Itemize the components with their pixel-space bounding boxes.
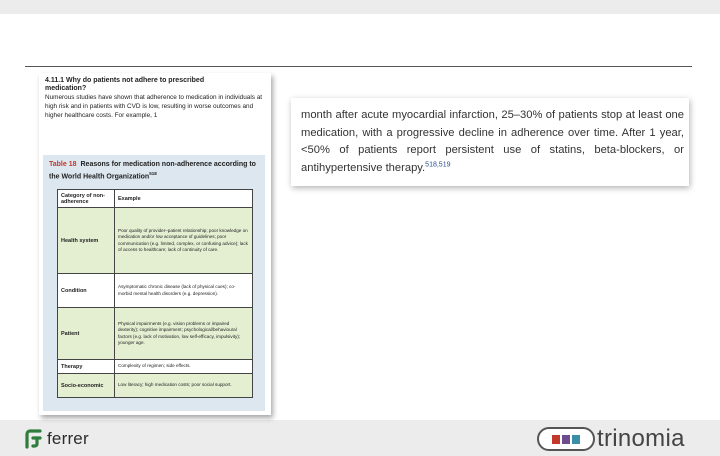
table-number: Table 18 <box>49 161 77 168</box>
ferrer-wordmark: ferrer <box>47 429 89 448</box>
table-row <box>58 308 253 360</box>
title-divider <box>25 66 692 67</box>
tri-bar-red <box>552 435 560 444</box>
row-category: Therapy <box>58 360 115 374</box>
table-caption <box>49 160 259 181</box>
section-paragraph: Numerous studies have shown that adherence to medication in individuals at high risk and in patients with CVD is low, resulting in worse outcomes and higher healthcare costs. For example, 1 <box>45 94 263 119</box>
row-category: Socio-economic <box>58 374 115 398</box>
top-band <box>0 0 720 14</box>
row-category: Patient <box>58 308 115 360</box>
row-category: Condition <box>58 274 115 308</box>
ferrer-logo <box>25 429 89 449</box>
table-row <box>58 208 253 274</box>
section-heading: 4.11.1 Why do patients not adhere to prescribed medication? <box>45 77 205 92</box>
table-row <box>58 360 253 374</box>
trinomia-wordmark: trinomia <box>597 425 685 452</box>
row-example: Low literacy; high medication costs; poor social support. <box>115 374 253 398</box>
row-example: Asymptomatic chronic disease (lack of physical cues); co-morbid mental health disorders (e.g. depression). <box>115 274 253 308</box>
row-category: Health system <box>58 208 115 274</box>
table-caption-text: Reasons for medication non-adherence according to the World Health Organization <box>49 161 256 181</box>
table-row <box>58 374 253 398</box>
excerpt-reference: 518,519 <box>425 160 451 168</box>
trinomia-logo <box>537 424 685 454</box>
column-header-example: Example <box>115 190 253 208</box>
row-example: Poor quality of provider–patient relationship; poor knowledge on medication and/or low acceptance of guidelines; poor communication (e.g. limited, complex, or confusing advice); lack of access to healthcare; lack of continuity of care. <box>115 208 253 274</box>
table-row <box>58 274 253 308</box>
left-excerpt <box>39 73 271 415</box>
tri-bar-teal <box>572 435 580 444</box>
tri-bar-purple <box>562 435 570 444</box>
row-example: Physical impairments (e.g. vision problems or impaired dexterity); cognitive impairment; psychological/behavioural factors (e.g. lack of motivation, low self-efficacy, impulsivity); younger age. <box>115 308 253 360</box>
column-header-category: Category of non-adherence <box>58 190 115 208</box>
table-caption-ref: 518 <box>149 171 157 176</box>
row-example: Complexity of regimen; side effects. <box>115 360 253 374</box>
ferrer-mark-icon <box>25 429 42 449</box>
trinomia-mark-icon <box>537 427 595 451</box>
right-excerpt <box>291 98 689 186</box>
table-panel <box>43 155 265 411</box>
non-adherence-table <box>57 189 253 398</box>
excerpt-text: month after acute myocardial infarction, 25–30% of patients stop at least one medication, with a progressive decline in adherence over time. After 1 year, <50% of patients report persistent use of statins, beta-blockers, or antihypertensive therapy. <box>301 109 684 174</box>
